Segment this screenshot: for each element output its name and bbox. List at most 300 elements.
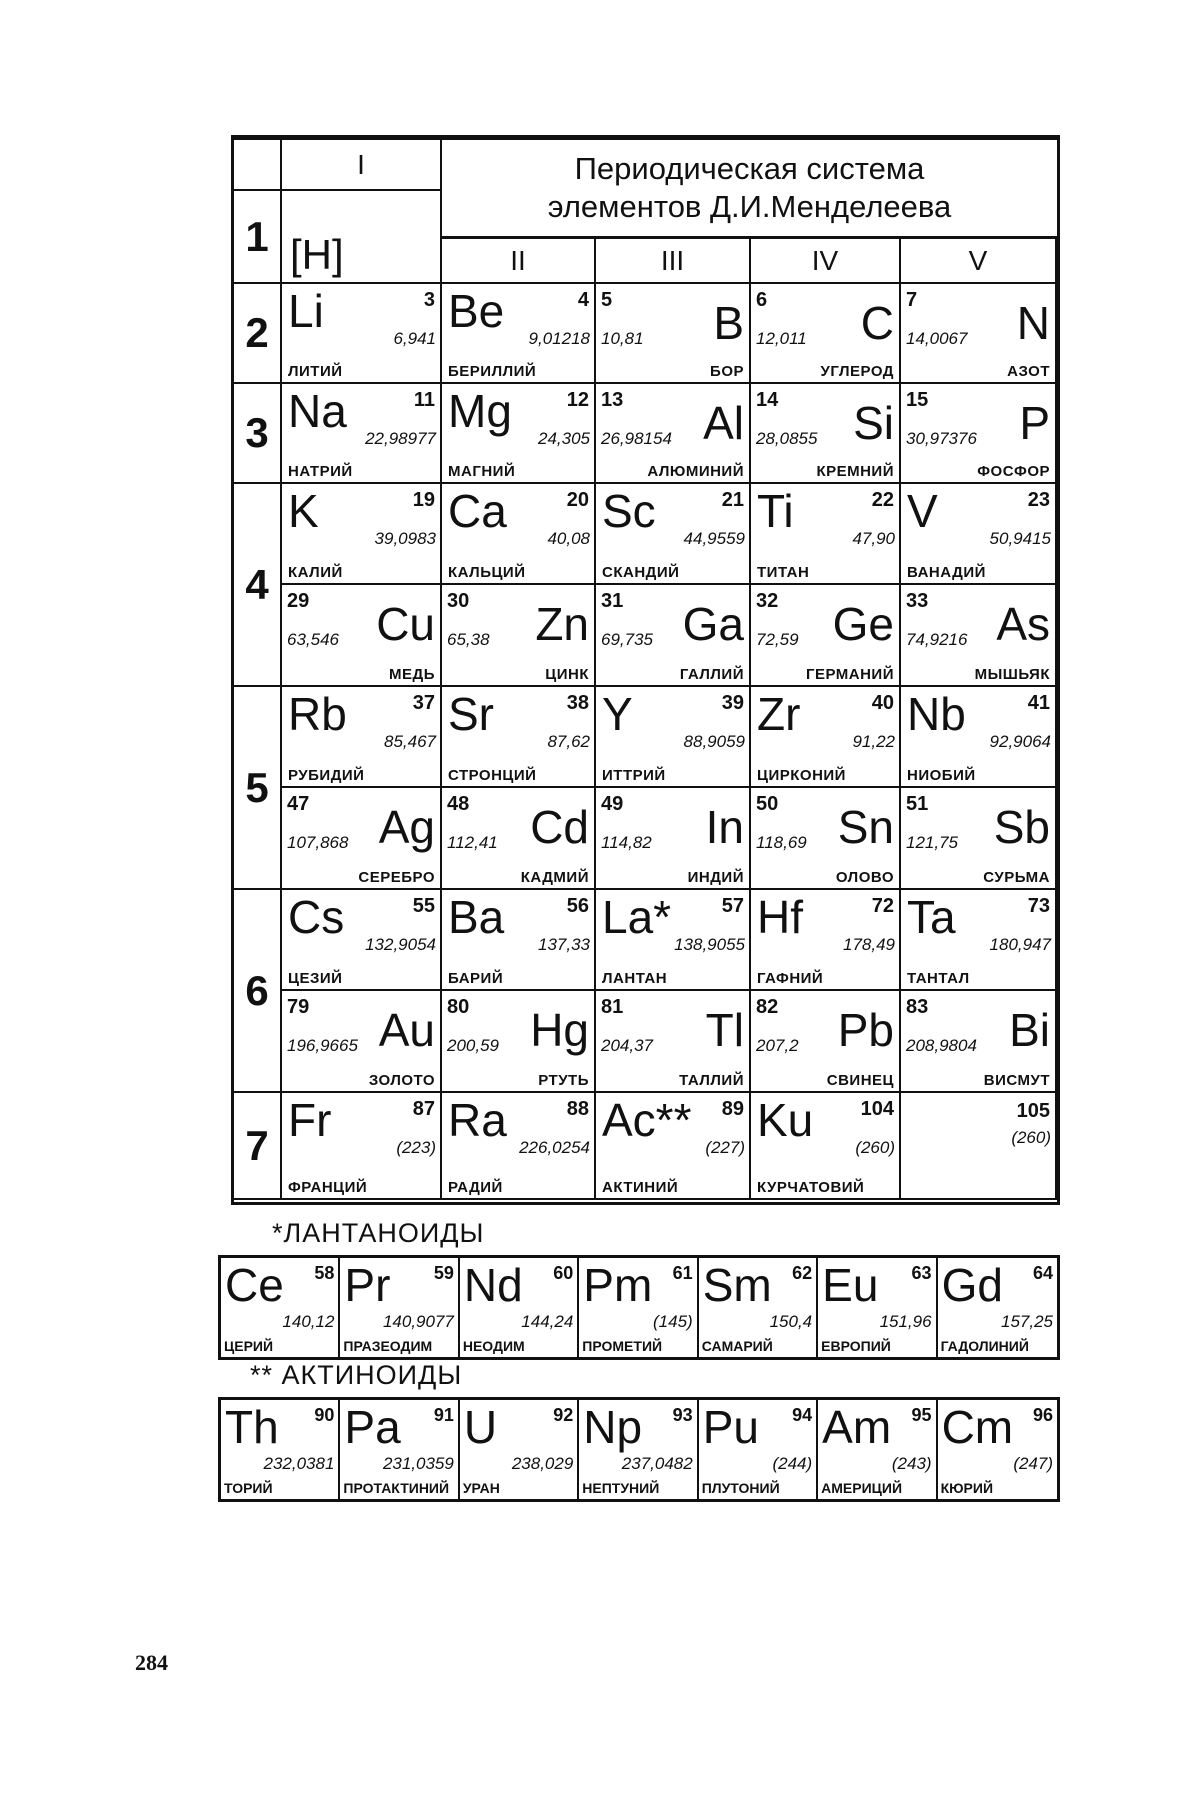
element-name: МАГНИЙ [448,463,516,480]
atomic-number: 87 [412,1098,435,1120]
element-cell [901,585,1057,687]
element-cell [751,484,901,585]
atomic-number: 104 [860,1098,894,1120]
group-header: II [442,239,596,284]
element-name: ЦЕЗИЙ [288,970,343,987]
atomic-number: 95 [911,1405,932,1425]
atomic-number: 81 [601,996,624,1018]
element-name: САМАРИЙ [701,1338,773,1354]
element-name: НЕПТУНИЙ [582,1480,660,1496]
period-number: 5 [234,687,282,890]
group-header: I [282,140,442,191]
title-line-1: Периодическая система [574,151,925,186]
element-symbol: Fr [288,1094,332,1146]
period-number: 7 [234,1093,282,1200]
element-symbol: Pu [702,1401,759,1453]
atomic-mass: (223) [396,1138,436,1157]
atomic-number: 31 [601,590,624,612]
element-symbol: Pr [344,1259,391,1311]
element-cell [442,384,596,484]
atomic-number: 55 [412,895,435,917]
atomic-number: 33 [906,590,929,612]
atomic-number: 20 [566,489,589,511]
element-name: СВИНЕЦ [826,1072,894,1089]
atomic-number: 6 [756,289,768,311]
atomic-mass: 26,98154 [601,429,672,448]
element-cell [282,284,442,384]
period-number: 2 [234,284,282,384]
atomic-number: 105 [1016,1100,1050,1122]
atomic-mass: 30,97376 [906,429,977,448]
element-cell [751,687,901,788]
actinides-row [218,1397,1060,1502]
atomic-mass: 50,9415 [989,529,1051,548]
atomic-number: 92 [553,1405,574,1425]
atomic-number: 23 [1027,489,1050,511]
element-cell [938,1400,1057,1499]
element-name: ИНДИЙ [687,869,744,886]
atomic-number: 64 [1032,1263,1053,1283]
element-name: СУРЬМА [983,869,1050,886]
element-cell [901,484,1057,585]
element-cell [442,788,596,890]
atomic-number: 91 [433,1405,454,1425]
element-cell [901,1093,1057,1200]
element-name: СКАНДИЙ [602,564,680,581]
atomic-mass: 85,467 [384,732,436,751]
element-cell [442,687,596,788]
atomic-mass: 207,2 [756,1036,799,1055]
element-name: НАТРИЙ [288,463,353,480]
atomic-mass: (247) [1013,1454,1053,1473]
period-number: 4 [234,484,282,687]
element-cell [282,384,442,484]
atomic-number: 60 [553,1263,574,1283]
atomic-mass: 196,9665 [287,1036,358,1055]
atomic-number: 57 [721,895,744,917]
atomic-mass: 112,41 [447,833,498,852]
atomic-number: 37 [412,692,435,714]
element-symbol: Th [225,1401,279,1453]
element-symbol: Ge [832,598,894,650]
atomic-number: 41 [1027,692,1050,714]
atomic-mass: 180,947 [989,935,1051,954]
element-cell [282,788,442,890]
atomic-mass: 91,22 [852,732,895,751]
element-cell [901,284,1057,384]
atomic-number: 3 [423,289,435,311]
element-cell [901,687,1057,788]
atomic-mass: 208,9804 [906,1036,977,1055]
element-name: НЕОДИМ [462,1338,525,1354]
element-name: РТУТЬ [538,1072,589,1089]
element-name: АЛЮМИНИЙ [647,463,744,480]
atomic-number: 21 [721,489,744,511]
atomic-number: 15 [906,389,929,411]
atomic-number: 5 [601,289,613,311]
atomic-mass: 140,12 [282,1312,335,1331]
element-cell [282,687,442,788]
atomic-mass: 40,08 [547,529,590,548]
element-name: КАДМИЙ [520,869,589,886]
atomic-mass: 144,24 [521,1312,574,1331]
element-cell [282,1093,442,1200]
element-cell [596,585,751,687]
element-name: УРАН [462,1480,500,1496]
page-number: 284 [135,1650,168,1675]
element-cell [221,1400,340,1499]
element-symbol: B [713,297,744,349]
element-cell [460,1400,579,1499]
element-cell [751,991,901,1093]
element-symbol: Nb [907,688,966,740]
element-symbol: Hf [757,891,803,943]
table-title [442,140,1057,239]
atomic-mass: (243) [891,1454,932,1473]
element-name: ЛАНТАН [602,970,668,987]
element-name: ЗОЛОТО [368,1072,435,1089]
atomic-number: 47 [287,793,310,815]
element-symbol: Si [853,397,894,449]
element-cell [579,1258,698,1357]
element-name: БЕРИЛЛИЙ [448,363,537,380]
atomic-mass: 231,0359 [382,1454,454,1473]
element-cell [442,991,596,1093]
element-name: ЛИТИЙ [288,363,343,380]
lanthanides-row [218,1255,1060,1360]
element-symbol: Na [288,385,347,437]
element-cell [699,1258,818,1357]
element-name: СЕРЕБРО [358,869,435,886]
element-symbol: Ba [448,891,505,943]
element-name: ГАФНИЙ [757,970,824,987]
element-name: АМЕРИЦИЙ [821,1480,903,1496]
atomic-mass: 72,59 [756,630,799,649]
element-cell [596,687,751,788]
element-name: ЦИРКОНИЙ [757,767,846,784]
element-symbol: Zn [535,598,589,650]
atomic-number: 79 [287,996,310,1018]
atomic-mass: 28,0855 [756,429,818,448]
atomic-number: 63 [911,1263,932,1283]
group-header: III [596,239,751,284]
periodic-table [231,135,1060,1205]
lanthanides-title: *ЛАНТАНОИДЫ [272,1218,485,1248]
element-symbol: Hg [530,1004,589,1056]
atomic-mass: 232,0381 [263,1454,335,1473]
atomic-mass: 178,49 [843,935,895,954]
atomic-mass: 140,9077 [382,1312,454,1331]
element-name: ГАДОЛИНИЙ [940,1338,1029,1354]
atomic-number: 51 [906,793,929,815]
element-cell [442,585,596,687]
element-symbol: Sr [448,688,494,740]
element-symbol: Sn [837,801,894,853]
element-cell [442,890,596,991]
element-symbol: P [1019,397,1050,449]
atomic-mass: 65,38 [447,630,490,649]
element-cell [596,890,751,991]
element-symbol: Pa [344,1401,401,1453]
element-symbol: [H] [290,231,344,278]
element-name: ПРАЗЕОДИМ [343,1338,433,1354]
element-cell [901,991,1057,1093]
atomic-number: 22 [871,489,894,511]
element-symbol: In [705,801,744,853]
element-name: КРЕМНИЙ [816,463,894,480]
element-symbol: Sm [702,1259,772,1311]
element-symbol: Bi [1009,1004,1050,1056]
group-header: IV [751,239,901,284]
element-symbol: Ta [907,891,956,943]
period-number: 6 [234,890,282,1093]
element-name: КАЛЬЦИЙ [448,564,526,581]
element-cell [596,1093,751,1200]
element-symbol: Rb [288,688,347,740]
atomic-number: 72 [871,895,894,917]
atomic-mass: 14,0067 [906,329,968,348]
element-name: ПРОМЕТИЙ [582,1338,663,1354]
element-symbol: Sb [993,801,1050,853]
atomic-number: 29 [287,590,310,612]
atomic-mass: (244) [772,1454,813,1473]
atomic-number: 12 [566,389,589,411]
element-cell [751,890,901,991]
element-symbol: V [907,485,938,537]
atomic-mass: 150,4 [769,1312,813,1331]
element-cell [901,890,1057,991]
element-symbol: Mg [448,385,512,437]
element-cell [751,585,901,687]
element-cell [340,1258,459,1357]
atomic-number: 62 [792,1263,813,1283]
atomic-mass: 69,735 [601,630,653,649]
atomic-mass: (260) [1011,1128,1051,1147]
atomic-number: 32 [756,590,779,612]
element-name: УГЛЕРОД [820,363,894,380]
atomic-number: 7 [906,289,918,311]
element-cell [901,788,1057,890]
element-name: ФОСФОР [977,463,1050,480]
atomic-number: 59 [433,1263,454,1283]
atomic-mass: 226,0254 [519,1138,590,1157]
atomic-number: 88 [566,1098,589,1120]
atomic-number: 13 [601,389,624,411]
element-symbol: Am [822,1401,892,1453]
atomic-number: 94 [792,1405,813,1425]
element-cell [751,384,901,484]
atomic-mass: 204,37 [601,1036,653,1055]
element-cell [596,384,751,484]
atomic-number: 19 [412,489,435,511]
atomic-number: 30 [447,590,470,612]
element-symbol: Al [703,397,744,449]
element-symbol: Be [448,285,505,337]
atomic-mass: 24,305 [538,429,590,448]
element-cell [938,1258,1057,1357]
atomic-mass: 200,59 [447,1036,499,1055]
element-cell [282,585,442,687]
atomic-mass: 157,25 [1001,1312,1053,1331]
atomic-number: 90 [314,1405,335,1425]
atomic-number: 82 [756,996,779,1018]
element-symbol: Ac** [602,1094,692,1146]
atomic-number: 40 [871,692,894,714]
atomic-number: 58 [314,1263,335,1283]
element-symbol: Li [288,285,324,337]
element-name: ЦИНК [545,666,589,683]
element-symbol: U [463,1401,498,1453]
element-name: БАРИЙ [448,970,504,987]
element-name: АЗОТ [1007,363,1050,380]
period-number: 3 [234,384,282,484]
element-cell [460,1258,579,1357]
element-name: ОЛОВО [835,869,894,886]
atomic-mass: 63,546 [287,630,339,649]
element-name: НИОБИЙ [907,767,976,784]
element-cell [751,788,901,890]
element-cell [596,991,751,1093]
element-symbol: Cm [941,1401,1014,1453]
element-name: ВИСМУТ [983,1072,1050,1089]
element-symbol: Ti [757,485,794,537]
element-name: ПРОТАКТИНИЙ [343,1480,450,1496]
atomic-mass: 47,90 [852,529,895,548]
element-cell [751,1093,901,1200]
element-name: АКТИНИЙ [602,1179,679,1196]
atomic-mass: 39,0983 [374,529,436,548]
element-cell [818,1258,937,1357]
atomic-mass: 74,9216 [906,630,968,649]
element-cell [442,1093,596,1200]
element-cell [901,384,1057,484]
element-name: ТАЛЛИЙ [679,1072,744,1089]
element-symbol: Au [378,1004,435,1056]
element-name: КАЛИЙ [288,564,343,581]
element-name: ЕВРОПИЙ [821,1338,891,1354]
atomic-number: 73 [1027,895,1050,917]
atomic-mass: 121,75 [906,833,958,852]
element-cell [596,788,751,890]
atomic-mass: 137,33 [538,935,590,954]
element-name: РУБИДИЙ [288,767,365,784]
atomic-mass: 88,9059 [683,732,745,751]
atomic-mass: 9,01218 [528,329,590,348]
atomic-mass: 22,98977 [365,429,436,448]
atomic-mass: 138,9055 [674,935,745,954]
element-name: ТАНТАЛ [907,970,970,987]
atomic-number: 49 [601,793,624,815]
atomic-number: 96 [1032,1405,1053,1425]
element-cell [579,1400,698,1499]
atomic-mass: (227) [705,1138,745,1157]
atomic-number: 80 [447,996,470,1018]
element-symbol: Tl [705,1004,744,1056]
atomic-mass: 132,9054 [365,935,436,954]
element-name: ТИТАН [757,564,810,581]
element-symbol: Ca [448,485,507,537]
group-header: V [901,239,1057,284]
element-symbol: Cs [288,891,345,943]
atomic-mass: 237,0482 [621,1454,693,1473]
atomic-number: 83 [906,996,929,1018]
element-name: МЫШЬЯК [974,666,1050,683]
atomic-number: 93 [672,1405,693,1425]
element-name: ГАЛЛИЙ [679,666,744,683]
element-name: ТОРИЙ [224,1480,273,1496]
element-name: БОР [710,363,744,380]
element-cell [221,1258,340,1357]
element-cell [282,991,442,1093]
atomic-number: 89 [721,1098,744,1120]
element-symbol: Ra [448,1094,507,1146]
atomic-mass: 12,011 [756,329,807,348]
atomic-mass: 92,9064 [989,732,1051,751]
element-symbol: Pm [583,1259,653,1311]
element-symbol: C [860,297,894,349]
element-cell [751,284,901,384]
element-name: СТРОНЦИЙ [448,767,537,784]
atomic-mass: (260) [855,1138,895,1157]
element-cell [282,890,442,991]
element-symbol: K [288,485,319,537]
title-line-2: элементов Д.И.Менделеева [547,189,952,224]
atomic-mass: (145) [653,1312,693,1331]
atomic-number: 50 [756,793,779,815]
element-symbol: Y [602,688,633,740]
atomic-mass: 10,81 [601,329,644,348]
element-name: КУРЧАТОВИЙ [757,1179,865,1196]
element-name: ВАНАДИЙ [907,564,986,581]
atomic-mass: 44,9559 [683,529,745,548]
element-symbol: Sc [602,485,656,537]
element-cell [818,1400,937,1499]
element-cell [442,284,596,384]
atomic-mass: 6,941 [393,329,436,348]
element-symbol: Eu [822,1259,879,1311]
atomic-number: 48 [447,793,470,815]
element-name: ПЛУТОНИЙ [701,1480,780,1496]
element-cell [596,484,751,585]
element-cell [442,484,596,585]
atomic-number: 4 [577,289,589,311]
element-name: МЕДЬ [389,666,435,683]
element-symbol: Cd [530,801,589,853]
period-number: 1 [234,191,282,284]
element-cell-hydrogen [282,191,442,284]
atomic-mass: 114,82 [601,833,652,852]
element-name: КЮРИЙ [940,1480,994,1496]
element-cell [340,1400,459,1499]
element-symbol: Ag [378,801,435,853]
atomic-number: 39 [721,692,744,714]
element-symbol: Gd [941,1259,1003,1311]
atomic-number: 56 [566,895,589,917]
element-cell [282,484,442,585]
atomic-mass: 107,868 [287,833,349,852]
atomic-number: 38 [566,692,589,714]
element-symbol: Pb [837,1004,894,1056]
element-symbol: Cu [376,598,435,650]
atomic-number: 14 [756,389,779,411]
element-symbol: Nd [463,1259,523,1311]
element-name: ЦЕРИЙ [224,1338,274,1354]
element-name: ФРАНЦИЙ [288,1179,368,1196]
atomic-mass: 238,029 [511,1454,574,1473]
element-symbol: Np [583,1401,643,1453]
element-symbol: N [1016,297,1050,349]
element-symbol: Ce [225,1259,284,1311]
